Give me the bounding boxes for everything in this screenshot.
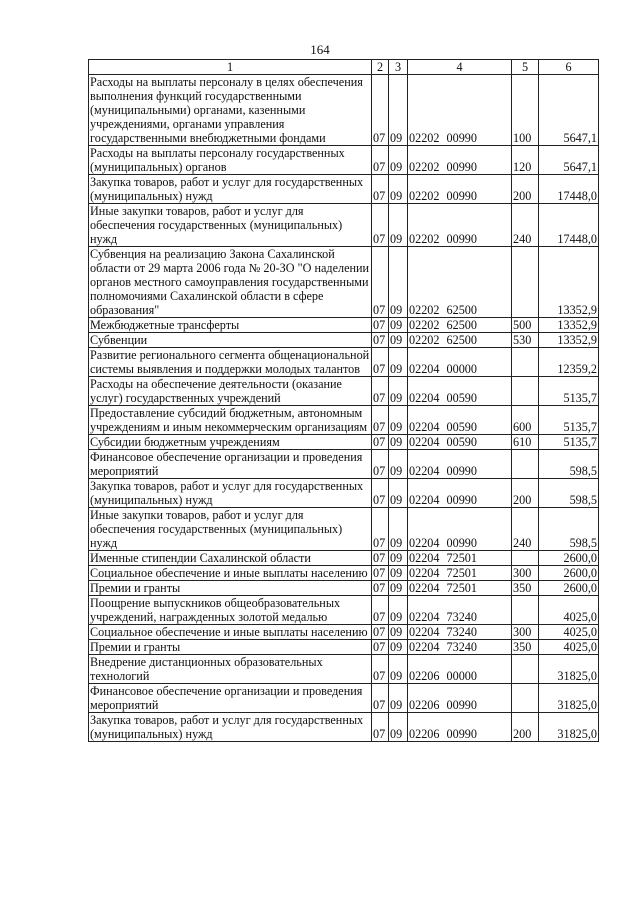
row-section: 07 [372,450,389,479]
table-row [89,655,599,684]
row-name: Расходы на выплаты персоналу в целях обеспечения выполнения функций государственными (муниципальными) органами, казенными учреждениями, органами управления государственными внебюджетными фондами [89,75,372,146]
row-subsection: 09 [389,175,408,204]
row-section: 07 [372,479,389,508]
header-col-2: 2 [372,60,389,75]
row-subsection: 09 [389,377,408,406]
row-section: 07 [372,566,389,581]
row-expense-type [512,377,539,406]
table-row [89,450,599,479]
row-amount: 2600,0 [539,581,599,596]
table-row [89,551,599,566]
row-name: Расходы на выплаты персоналу государственных (муниципальных) органов [89,146,372,175]
row-amount: 13352,9 [539,318,599,333]
header-col-1: 1 [89,60,372,75]
table-row [89,146,599,175]
row-amount: 17448,0 [539,204,599,247]
row-section: 07 [372,247,389,318]
row-name: Поощрение выпускников общеобразовательных учреждений, награжденных золотой медалью [89,596,372,625]
row-target-article: 02204 73240 [408,640,512,655]
row-section: 07 [372,204,389,247]
row-section: 07 [372,508,389,551]
row-name: Развитие регионального сегмента общенациональной системы выявления и поддержки молодых талантов [89,348,372,377]
header-col-3: 3 [389,60,408,75]
table-row [89,684,599,713]
row-target-article: 02204 00000 [408,348,512,377]
row-name: Финансовое обеспечение организации и проведения мероприятий [89,684,372,713]
row-expense-type: 100 [512,75,539,146]
row-expense-type [512,348,539,377]
table-row [89,377,599,406]
row-amount: 13352,9 [539,333,599,348]
row-amount: 12359,2 [539,348,599,377]
header-col-4: 4 [408,60,512,75]
table-row [89,581,599,596]
row-expense-type [512,684,539,713]
row-section: 07 [372,551,389,566]
table-row [89,713,599,742]
row-name: Субвенция на реализацию Закона Сахалинской области от 29 марта 2006 года № 20-ЗО "О наделении органов местного самоуправления государственными полномочиями Сахалинской области в сфере образования" [89,247,372,318]
row-target-article: 02202 62500 [408,318,512,333]
row-subsection: 09 [389,581,408,596]
row-name: Социальное обеспечение и иные выплаты населению [89,566,372,581]
row-amount: 598,5 [539,479,599,508]
row-amount: 598,5 [539,508,599,551]
row-amount: 31825,0 [539,655,599,684]
row-name: Внедрение дистанционных образовательных технологий [89,655,372,684]
row-target-article: 02202 62500 [408,333,512,348]
header-row [89,60,599,75]
row-name: Финансовое обеспечение организации и проведения мероприятий [89,450,372,479]
row-section: 07 [372,640,389,655]
row-name: Субвенции [89,333,372,348]
row-section: 07 [372,406,389,435]
row-section: 07 [372,625,389,640]
row-subsection: 09 [389,551,408,566]
row-subsection: 09 [389,406,408,435]
row-expense-type: 200 [512,713,539,742]
row-subsection: 09 [389,247,408,318]
table-row [89,625,599,640]
row-expense-type: 240 [512,204,539,247]
row-amount: 5647,1 [539,75,599,146]
row-expense-type [512,450,539,479]
row-amount: 5135,7 [539,377,599,406]
row-expense-type: 350 [512,581,539,596]
row-target-article: 02206 00990 [408,713,512,742]
row-name: Закупка товаров, работ и услуг для государственных (муниципальных) нужд [89,479,372,508]
row-target-article: 02204 72501 [408,581,512,596]
row-subsection: 09 [389,348,408,377]
table-row [89,479,599,508]
row-amount: 13352,9 [539,247,599,318]
row-name: Социальное обеспечение и иные выплаты населению [89,625,372,640]
table-row [89,175,599,204]
row-target-article: 02204 00590 [408,435,512,450]
row-name: Иные закупки товаров, работ и услуг для обеспечения государственных (муниципальных) нужд [89,204,372,247]
row-section: 07 [372,377,389,406]
row-target-article: 02204 73240 [408,596,512,625]
row-expense-type [512,596,539,625]
row-target-article: 02204 00590 [408,377,512,406]
table-row [89,566,599,581]
row-section: 07 [372,581,389,596]
budget-table [88,59,599,742]
row-subsection: 09 [389,318,408,333]
table-row [89,348,599,377]
table-row [89,247,599,318]
table-row [89,596,599,625]
header-col-6: 6 [539,60,599,75]
row-amount: 598,5 [539,450,599,479]
row-amount: 31825,0 [539,684,599,713]
row-subsection: 09 [389,684,408,713]
row-amount: 5135,7 [539,406,599,435]
row-amount: 4025,0 [539,596,599,625]
row-subsection: 09 [389,146,408,175]
row-subsection: 09 [389,333,408,348]
row-target-article: 02206 00000 [408,655,512,684]
row-section: 07 [372,435,389,450]
row-section: 07 [372,146,389,175]
row-name: Премии и гранты [89,640,372,655]
row-expense-type [512,551,539,566]
row-name: Премии и гранты [89,581,372,596]
row-expense-type: 200 [512,175,539,204]
row-subsection: 09 [389,566,408,581]
row-name: Иные закупки товаров, работ и услуг для обеспечения государственных (муниципальных) нужд [89,508,372,551]
row-section: 07 [372,684,389,713]
row-subsection: 09 [389,450,408,479]
row-subsection: 09 [389,508,408,551]
row-target-article: 02204 00990 [408,450,512,479]
row-section: 07 [372,596,389,625]
row-name: Субсидии бюджетным учреждениям [89,435,372,450]
row-expense-type: 300 [512,566,539,581]
row-subsection: 09 [389,75,408,146]
row-target-article: 02202 00990 [408,175,512,204]
row-subsection: 09 [389,640,408,655]
row-section: 07 [372,348,389,377]
row-name: Закупка товаров, работ и услуг для государственных (муниципальных) нужд [89,175,372,204]
row-expense-type [512,247,539,318]
row-expense-type: 300 [512,625,539,640]
row-name: Расходы на обеспечение деятельности (оказание услуг) государственных учреждений [89,377,372,406]
row-target-article: 02204 00990 [408,508,512,551]
row-name: Предоставление субсидий бюджетным, автономным учреждениям и иным некоммерческим организациям [89,406,372,435]
row-amount: 2600,0 [539,551,599,566]
row-amount: 5135,7 [539,435,599,450]
row-subsection: 09 [389,713,408,742]
row-amount: 17448,0 [539,175,599,204]
header-col-5: 5 [512,60,539,75]
row-subsection: 09 [389,435,408,450]
row-subsection: 09 [389,479,408,508]
table-row [89,435,599,450]
row-section: 07 [372,713,389,742]
row-amount: 5647,1 [539,146,599,175]
row-subsection: 09 [389,655,408,684]
row-name: Именные стипендии Сахалинской области [89,551,372,566]
row-expense-type: 500 [512,318,539,333]
table-row [89,406,599,435]
row-expense-type: 530 [512,333,539,348]
row-expense-type: 120 [512,146,539,175]
row-amount: 4025,0 [539,640,599,655]
row-expense-type: 600 [512,406,539,435]
row-target-article: 02202 00990 [408,146,512,175]
row-target-article: 02202 62500 [408,247,512,318]
row-expense-type: 610 [512,435,539,450]
table-row [89,204,599,247]
table-row [89,318,599,333]
row-target-article: 02204 00590 [408,406,512,435]
row-target-article: 02204 72501 [408,566,512,581]
row-target-article: 02206 00990 [408,684,512,713]
row-subsection: 09 [389,596,408,625]
row-target-article: 02202 00990 [408,204,512,247]
row-target-article: 02204 00990 [408,479,512,508]
row-section: 07 [372,655,389,684]
row-subsection: 09 [389,625,408,640]
row-target-article: 02204 72501 [408,551,512,566]
row-section: 07 [372,318,389,333]
row-expense-type [512,655,539,684]
table-row [89,75,599,146]
row-target-article: 02204 73240 [408,625,512,640]
table-row [89,333,599,348]
row-section: 07 [372,175,389,204]
row-target-article: 02202 00990 [408,75,512,146]
row-section: 07 [372,333,389,348]
row-name: Межбюджетные трансферты [89,318,372,333]
table-row [89,508,599,551]
row-section: 07 [372,75,389,146]
row-amount: 4025,0 [539,625,599,640]
table-row [89,640,599,655]
row-amount: 31825,0 [539,713,599,742]
row-subsection: 09 [389,204,408,247]
row-expense-type: 350 [512,640,539,655]
page-number: 164 [310,42,330,57]
row-expense-type: 200 [512,479,539,508]
row-name: Закупка товаров, работ и услуг для государственных (муниципальных) нужд [89,713,372,742]
row-amount: 2600,0 [539,566,599,581]
row-expense-type: 240 [512,508,539,551]
